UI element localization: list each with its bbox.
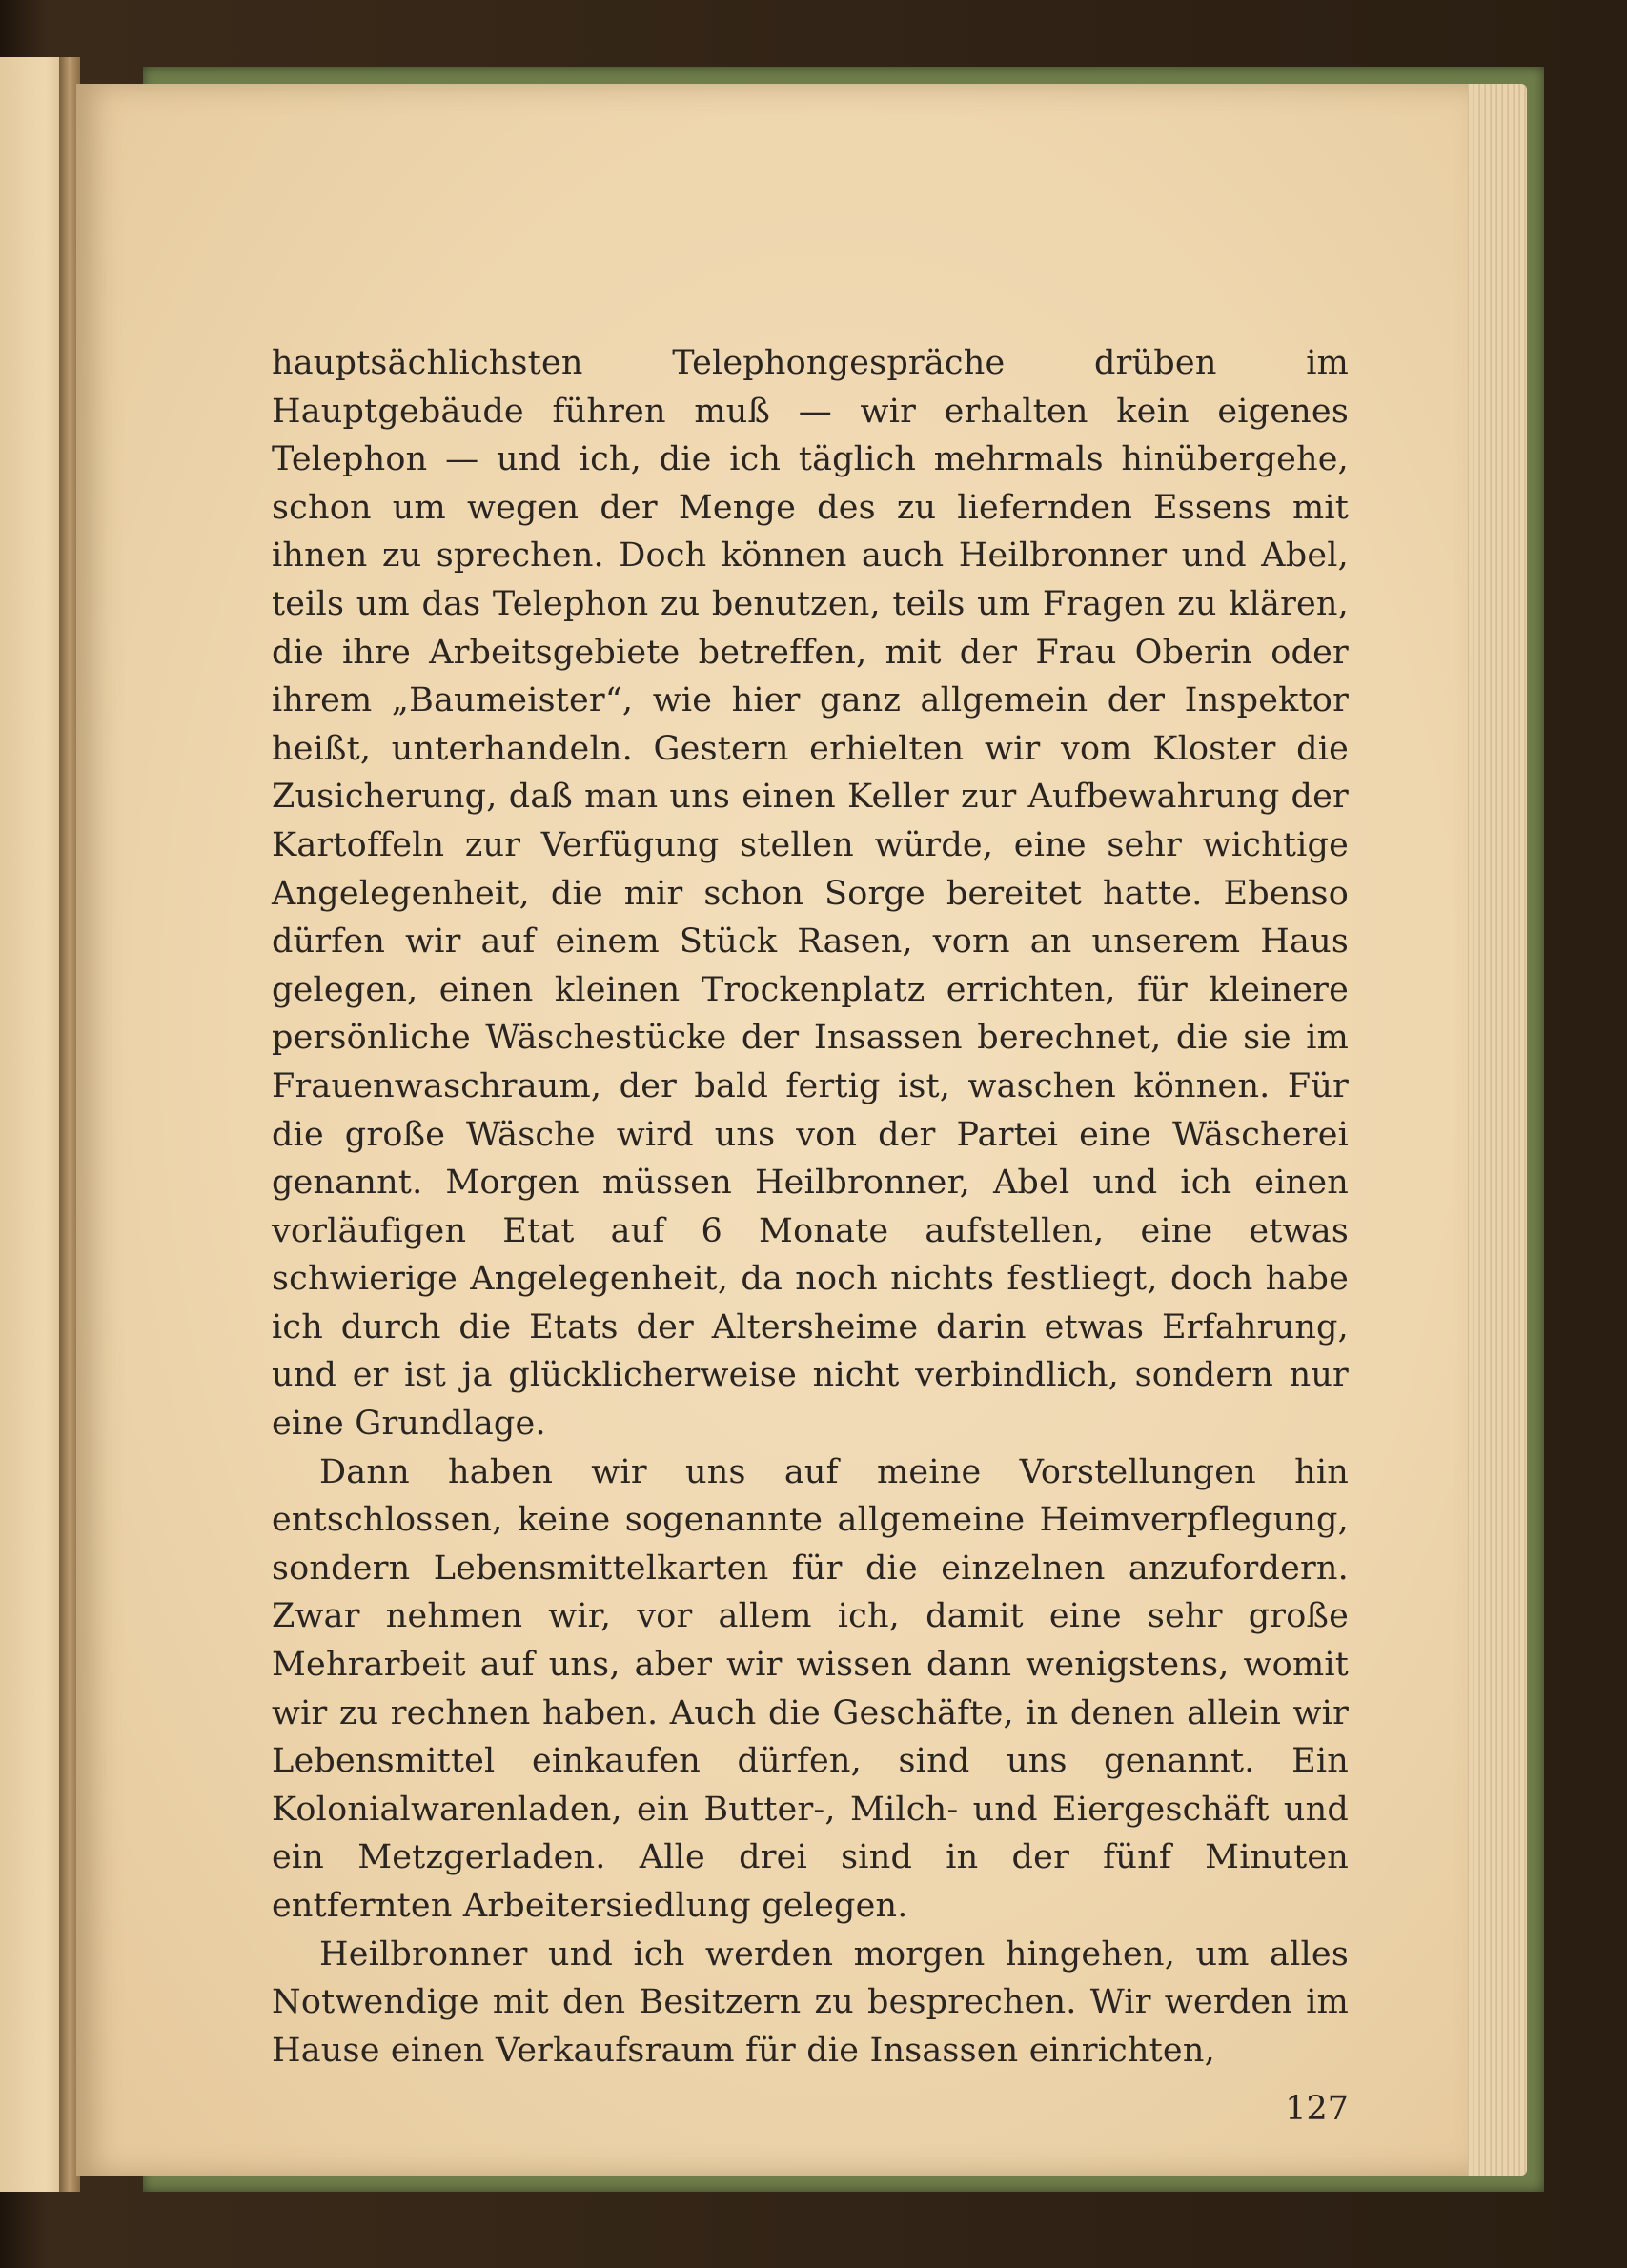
paragraph-2: Dann haben wir uns auf meine Vorstellungen hin entschlossen, keine sogenannte allgemeine Heimverpflegung, sondern Lebensmittelkarten für die einzelnen anzufordern. Zwar nehmen wir, vor allem ich, damit eine sehr große Mehrarbeit auf uns, aber wir wissen dann wenigstens, womit wir zu rechnen haben. Auch die Geschäfte, in denen allein wir Lebensmittel einkaufen dürfen, sind uns genannt. Ein Kolonialwarenladen, ein Butter-, Milch- und Eiergeschäft und ein Metzgerladen. Alle drei sind in der fünf Minuten entfernten Arbeitersiedlung gelegen.: [272, 1452, 1349, 1925]
book-page: [76, 84, 1468, 2176]
paragraph-3: Heilbronner und ich werden morgen hingehen, um alles Notwendige mit den Besitzern zu besprechen. Wir werden im Hause einen Verkaufsraum für die Insassen einrichten,: [272, 1934, 1349, 2070]
paragraph-1: hauptsächlichsten Telephongespräche drüben im Hauptgebäude führen muß — wir erhalten kein eigenes Telephon — und ich, die ich täglich mehrmals hinübergehe, schon um wegen der Menge des zu liefernden Essens mit ihnen zu sprechen. Doch können auch Heilbronner und Abel, teils um das Telephon zu benutzen, teils um Fragen zu klären, die ihre Arbeitsgebiete betreffen, mit der Frau Oberin oder ihrem „Baumeister“, wie hier ganz allgemein der Inspektor heißt, unterhandeln. Gestern erhielten wir vom Kloster die Zusicherung, daß man uns einen Keller zur Aufbewahrung der Kartoffeln zur Verfügung stellen würde, eine sehr wichtige Angelegenheit, die mir schon Sorge bereitet hatte. Ebenso dürfen wir auf einem Stück Rasen, vorn an unserem Haus gelegen, einen kleinen Trockenplatz errichten, für kleinere persönliche Wäschestücke der Insassen berechnet, die sie im Frauenwaschraum, der bald fertig ist, waschen können. Für die große Wäsche wird uns von der Partei eine Wäscherei genannt. Morgen müssen Heilbronner, Abel und ich einen vorläufigen Etat auf 6 Monate aufstellen, eine etwas schwierige Angelegenheit, da noch nichts festliegt, doch habe ich durch die Etats der Altersheime darin etwas Erfahrung, und er ist ja glücklicherweise nicht verbindlich, sondern nur eine Grundlage.: [272, 344, 1349, 1444]
page-stack-edges: [1458, 84, 1527, 2176]
body-text: [272, 339, 1349, 2075]
page-number: 127: [1285, 2090, 1349, 2128]
